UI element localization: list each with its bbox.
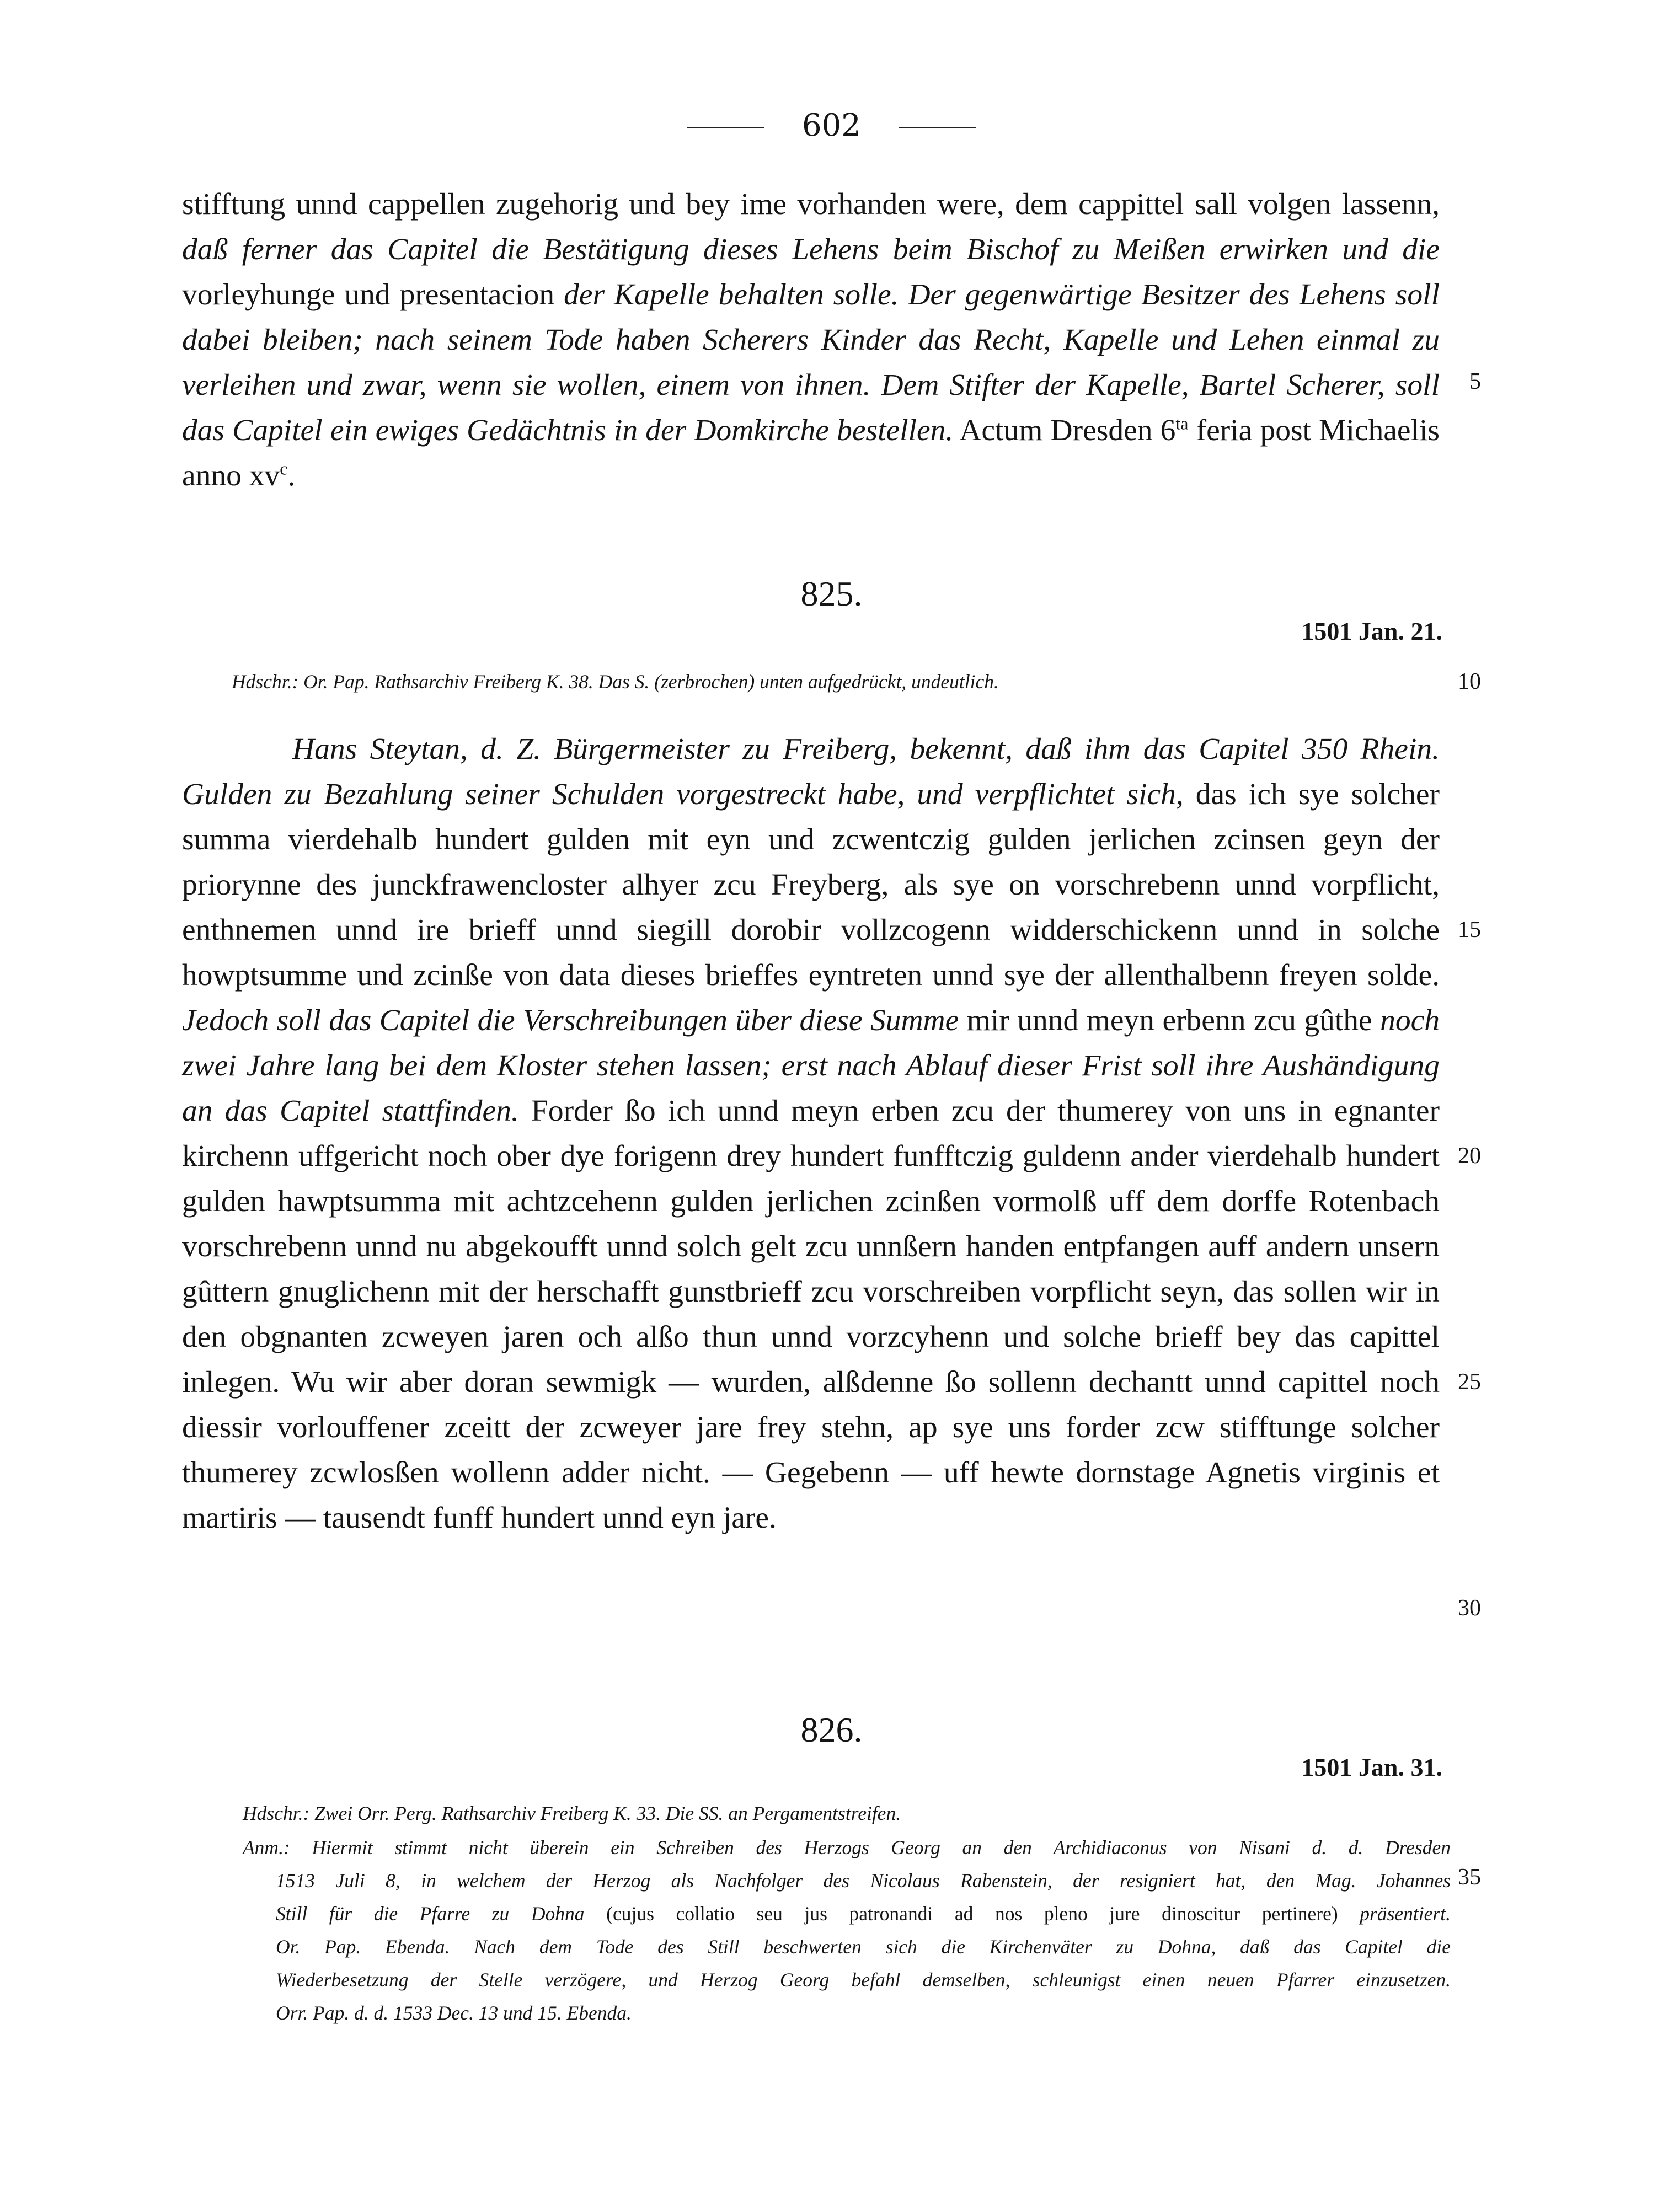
- note-line-2: 1513 Juli 8, in welchem der Herzog als Nachfolger des Nicolaus Rabenstein, der resigniert hat, den Mag. Johannes: [276, 1870, 1451, 1892]
- prev-italic-b: der Kapelle behalten solle. Der gegenwärtige Besitzer des Lehens soll dabei bleiben; nach seinem Tode haben Scherers Kinder das Recht, Kapelle und Lehen einmal zu verleihen und zwar, wenn sie wollen, einem von ihnen. Dem Stifter der Kapelle, Bartel Scherer, soll das Capitel ein ewiges Gedächtnis in der Domkirche bestellen.: [182, 278, 1440, 447]
- header-rule-left: [687, 127, 764, 128]
- doc-825-text: [182, 727, 1440, 1541]
- note-line-3: [243, 1897, 1451, 1930]
- doc-826-date: 1501 Jan. 31.: [1301, 1753, 1442, 1781]
- note-line-5: Wiederbesetzung der Stelle verzögere, und Herzog Georg befahl demselben, schleunigst einen neuen Pfarrer einzusetzen.: [276, 1969, 1451, 1991]
- note-line-6: Orr. Pap. d. d. 1533 Dec. 13 und 15. Ebenda.: [276, 2002, 632, 2024]
- note-line-3-c: präsentiert.: [1338, 1903, 1451, 1925]
- note-line-1: Anm.: Hiermit stimmt nicht überein ein Schreiben des Herzogs Georg an den Archidiaconus von Nisani d. d. Dresden: [243, 1836, 1451, 1858]
- prev-document-text: [182, 182, 1440, 499]
- prev-italic-a: daß ferner das Capitel die Bestätigung dieses Lehens beim Bischof zu Meißen erwirken und die: [182, 233, 1440, 266]
- line-number-5: 5: [1469, 369, 1481, 394]
- prev-text-d: feria post Michaelis anno xv: [182, 414, 1440, 492]
- note-line-3-a: Still für die Pfarre zu Dohna: [276, 1903, 607, 1925]
- note-line-4: Or. Pap. Ebenda. Nach dem Tode des Still beschwerten sich die Kirchenväter zu Dohna, daß das Capitel die: [276, 1936, 1451, 1958]
- line-number-15: 15: [1458, 917, 1481, 942]
- doc-825-date: 1501 Jan. 21.: [1301, 617, 1442, 645]
- doc-825-source: Hdschr.: Or. Pap. Rathsarchiv Freiberg K. 38. Das S. (zerbrochen) unten aufgedrückt, undeutlich.: [232, 671, 999, 693]
- prev-text-c: Actum Dresden 6: [953, 414, 1176, 447]
- header-rule-right: [899, 127, 976, 128]
- line-number-30: 30: [1458, 1595, 1481, 1621]
- doc-825-text-1: das ich sye solcher summa vierdehalb hundert gulden mit eyn und zcwentczig gulden jerlichen zcinsen geyn der priorynne des junckfrawencloster alhyer zcu Freyberg, als sye on vorschrebenn unnd vorpflicht, enthnemen unnd ire brieff unnd siegill dorobir vollzcogenn widderschickenn unnd in solche howptsumme und zcinße von data dieses brieffes eyntreten unnd sye der allenthalbenn freyen solde.: [182, 778, 1440, 992]
- prev-sup-c: c: [280, 458, 288, 479]
- line-number-35: 35: [1458, 1865, 1481, 1890]
- doc-826-notes: [243, 1831, 1451, 2029]
- page-number: 602: [802, 108, 861, 143]
- prev-text-a: lassenn,: [1341, 188, 1440, 221]
- line-number-20: 20: [1458, 1143, 1481, 1169]
- doc-825-number: 825.: [800, 574, 863, 613]
- doc-826-number: 826.: [800, 1710, 863, 1749]
- prev-sup-ta: ta: [1175, 413, 1189, 433]
- doc-826-source: Hdschr.: Zwei Orr. Perg. Rathsarchiv Freiberg K. 33. Die SS. an Pergamentstreifen.: [243, 1802, 901, 1824]
- doc-825-italic-3: noch zwei Jahre lang bei dem Kloster stehen lassen; erst nach Ablauf dieser Frist soll ihre Aushändigung an das Capitel stattfinden.: [182, 1004, 1440, 1128]
- doc-825-text-2: mir unnd meyn erbenn zcu gûthe: [959, 1004, 1381, 1037]
- line-number-10: 10: [1458, 669, 1481, 694]
- doc-825-italic-2: Jedoch soll das Capitel die Verschreibungen über diese Summe: [182, 1004, 959, 1037]
- page-header: [0, 108, 1663, 143]
- line-number-25: 25: [1458, 1369, 1481, 1395]
- prev-text-b: vorleyhunge und presentacion: [182, 278, 564, 312]
- note-line-3-b: (cujus collatio seu jus patronandi ad nos pleno jure dinoscitur pertinere): [606, 1903, 1338, 1925]
- prev-line1: stifftung unnd cappellen zugehorig und bey ime vorhanden were, dem cappittel sall volgen: [182, 188, 1332, 221]
- doc-825-text-3: Forder ßo ich unnd meyn erben zcu der thumerey von uns in egnanter kirchenn uffgericht noch ober dye forigenn drey hundert funfftczig guldenn ander vierdehalb hundert gulden hawptsumma mit achtzcehenn gulden jerlichen zcinßen vormolß uff dem dorffe Rotenbach vorschrebenn unnd nu abgekoufft unnd solch gelt zcu unnßern handen entpfangen auff andern unsern gûttern gnuglichenn mit der herschafft gunstbrieff zcu vorschreiben vorpflicht seyn, das sollen wir in den obgnanten zcweyen jaren och alßo thun unnd vorzcyhenn und solche brieff bey das capittel inlegen. Wu wir aber doran sewmigk — wurden, alßdenne ßo sollenn dechantt unnd capittel noch diessir vorlouffener zceitt der zcweyer jare frey stehn, ap sye uns forder zcw stifftunge solcher thumerey zcwlosßen wollenn adder nicht. — Gegebenn — uff hewte dornstage Agnetis virginis et martiris — tausendt funff hundert unnd eyn jare.: [182, 1094, 1440, 1535]
- prev-text-e: .: [287, 459, 296, 492]
- doc-825-summary: Hans Steytan, d. Z. Bürgermeister zu Freiberg, bekennt, daß ihm das Capitel 350 Rhein. Gulden zu Bezahlung seiner Schulden vorgestreckt habe, und verpflichtet sich,: [182, 732, 1440, 811]
